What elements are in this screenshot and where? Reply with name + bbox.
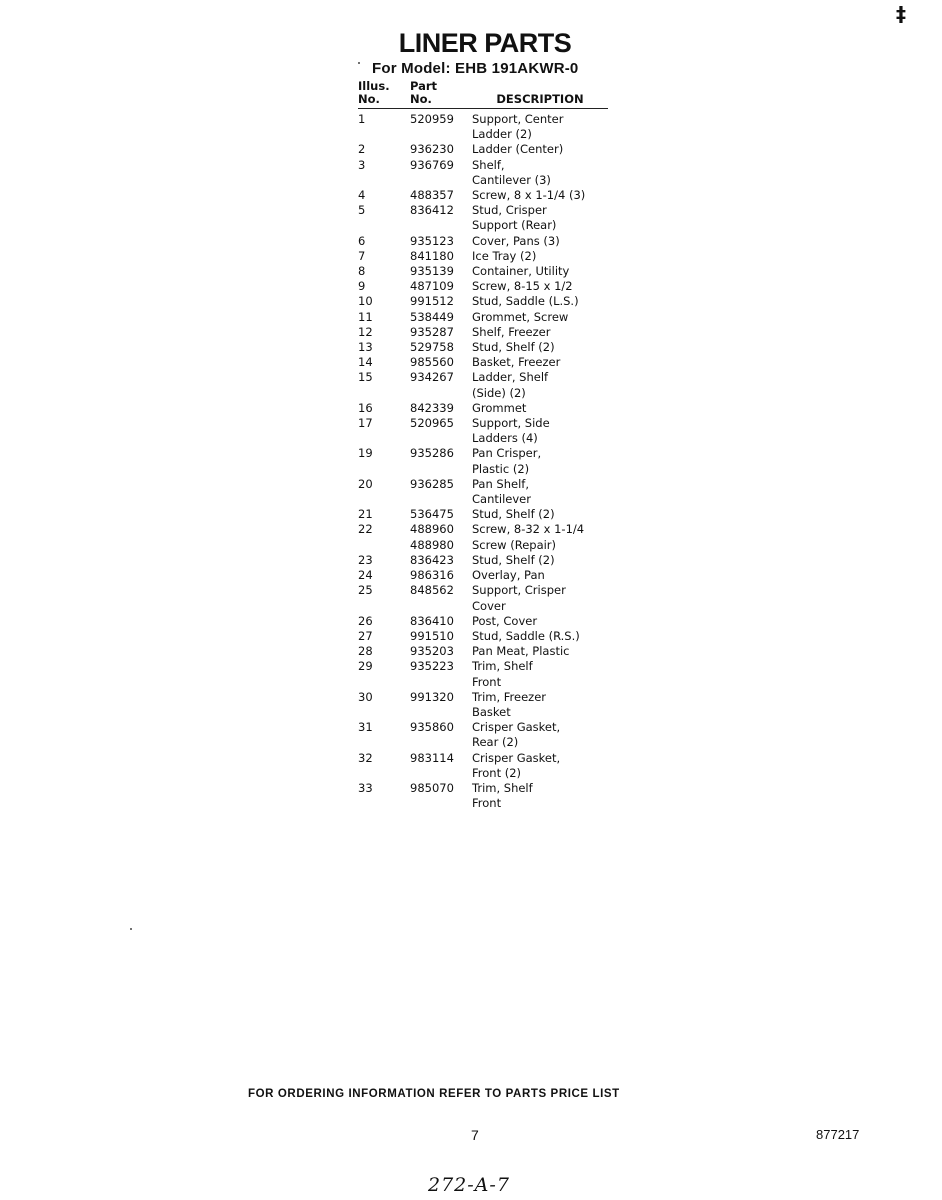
illus-number [358,538,410,553]
part-description [472,325,608,340]
page-number: 7 [471,1127,479,1143]
description-line: Ladder, Shelf [472,370,549,385]
description-line: Trim, Shelf [472,659,533,674]
parts-row [358,188,608,203]
illus-number: 23 [358,552,373,567]
description-line: Stud, Shelf (2) [472,340,555,355]
part-description [472,690,608,720]
part-number: 536475 [410,507,454,522]
part-number: 841180 [410,248,454,263]
part-number: 991512 [410,294,454,309]
parts-row [358,538,608,553]
description-line: Support, Side [472,416,550,431]
parts-row [358,690,608,720]
description-line: Ladders (4) [472,431,538,446]
part-number: 985560 [410,355,454,370]
part-description [472,401,608,416]
description-line: Rear (2) [472,735,519,750]
parts-row [358,507,608,522]
corner-mark: ‡ [896,2,906,26]
parts-row [358,416,608,446]
part-description [472,370,608,400]
description-line: Front [472,674,502,689]
ordering-note: FOR ORDERING INFORMATION REFER TO PARTS PRICE LIST [248,1088,620,1100]
illus-number: 17 [358,416,373,431]
part-number: 935123 [410,233,454,248]
description-line: Support (Rear) [472,218,557,233]
part-description [472,553,608,568]
parts-table [358,80,608,811]
illus-number: 5 [358,203,366,218]
parts-row [358,644,608,659]
part-description [472,629,608,644]
parts-row [358,401,608,416]
header-part-no: No. [410,93,472,109]
description-line: Grommet [472,400,527,415]
part-description [472,188,608,203]
illus-number: 15 [358,370,373,385]
part-description [472,249,608,264]
parts-row [358,751,608,781]
description-line: Cantilever (3) [472,172,551,187]
description-line: Ladder (Center) [472,142,564,157]
part-description [472,477,608,507]
parts-row [358,158,608,188]
part-description [472,234,608,249]
part-description [472,538,608,553]
illus-number: 24 [358,568,373,583]
illus-number: 2 [358,142,366,157]
description-line: Cover, Pans (3) [472,233,560,248]
parts-row [358,294,608,309]
description-line: Overlay, Pan [472,568,545,583]
document-number: 877217 [816,1127,860,1142]
parts-row [358,781,608,811]
part-number: 935286 [410,446,454,461]
illus-number: 25 [358,583,373,598]
description-line: Screw (Repair) [472,537,557,552]
part-description [472,158,608,188]
part-number: 991320 [410,689,454,704]
illus-number: 7 [358,248,366,263]
part-number: 934267 [410,370,454,385]
illus-number: 10 [358,294,373,309]
header-description: DESCRIPTION [472,93,608,109]
description-line: Screw, 8 x 1-1/4 (3) [472,188,586,203]
part-number: 488980 [410,537,454,552]
description-line: Pan Shelf, [472,476,529,491]
illus-number: 28 [358,644,373,659]
part-number: 936230 [410,142,454,157]
description-line: Pan Crisper, [472,446,542,461]
description-line: Front (2) [472,765,522,780]
parts-row [358,446,608,476]
parts-table-body [358,109,608,812]
illus-number: 33 [358,780,373,795]
part-description [472,310,608,325]
description-line: Stud, Shelf (2) [472,552,555,567]
part-number: 985070 [410,780,454,795]
description-line: Stud, Saddle (R.S.) [472,628,580,643]
parts-row [358,340,608,355]
illus-number: 16 [358,400,373,415]
parts-row [358,249,608,264]
parts-row [358,203,608,233]
part-description [472,416,608,446]
parts-row [358,370,608,400]
parts-row [358,279,608,294]
part-description [472,659,608,689]
parts-row [358,234,608,249]
handwritten-note: 272-A-7 [428,1174,510,1196]
description-line: Ice Tray (2) [472,248,537,263]
part-description [472,142,608,157]
part-description [472,264,608,279]
illus-number: 26 [358,613,373,628]
parts-row [358,553,608,568]
part-number: 836410 [410,613,454,628]
header-illus-top: Illus. [358,79,390,93]
illus-number: 12 [358,324,373,339]
parts-row [358,659,608,689]
part-description [472,109,608,143]
parts-row [358,355,608,370]
part-number: 935203 [410,644,454,659]
part-description [472,751,608,781]
parts-row [358,583,608,613]
illus-number: 29 [358,659,373,674]
parts-row [358,629,608,644]
illus-number: 11 [358,309,373,324]
part-description [472,279,608,294]
description-line: Pan Meat, Plastic [472,644,570,659]
model-subtitle: For Model: EHB 191AKWR-0 [372,60,579,77]
illus-number: 27 [358,628,373,643]
part-description [472,446,608,476]
part-number: 529758 [410,340,454,355]
part-description [472,340,608,355]
part-number: 836423 [410,552,454,567]
part-description [472,583,608,613]
part-description [472,568,608,583]
scan-speck [358,62,360,64]
parts-row [358,720,608,750]
part-description [472,644,608,659]
illus-number: 1 [358,112,366,126]
part-number: 991510 [410,628,454,643]
illus-number: 9 [358,279,366,294]
description-line: Crisper Gasket, [472,720,561,735]
description-line: Shelf, [472,157,505,172]
illus-number: 19 [358,446,373,461]
illus-number: 21 [358,507,373,522]
part-number: 986316 [410,568,454,583]
part-number: 836412 [410,203,454,218]
description-line: Screw, 8-15 x 1/2 [472,279,573,294]
part-description [472,203,608,233]
part-number: 520965 [410,416,454,431]
part-number: 935139 [410,264,454,279]
part-number: 983114 [410,750,454,765]
description-line: Shelf, Freezer [472,324,551,339]
description-line: Support, Crisper [472,583,566,598]
header-illus-no: No. [358,93,410,109]
description-line: Cantilever [472,492,531,507]
description-line: Stud, Saddle (L.S.) [472,294,579,309]
part-description [472,522,608,537]
parts-row [358,264,608,279]
part-number: 488357 [410,188,454,203]
parts-row [358,522,608,537]
parts-row [358,568,608,583]
part-number: 842339 [410,400,454,415]
description-line: Plastic (2) [472,461,530,476]
part-number: 488960 [410,522,454,537]
part-description [472,614,608,629]
page-title: LINER PARTS [398,28,572,58]
part-number: 848562 [410,583,454,598]
illus-number: 6 [358,233,366,248]
part-description [472,294,608,309]
description-line: Stud, Crisper [472,203,547,218]
illus-number: 4 [358,188,366,203]
description-line: Grommet, Screw [472,309,569,324]
description-line: Front [472,796,502,811]
part-description [472,355,608,370]
part-number: 935223 [410,659,454,674]
illus-number: 3 [358,157,366,172]
description-line: Container, Utility [472,264,570,279]
part-number: 935860 [410,720,454,735]
description-line: Cover [472,598,506,613]
header-part-top: Part [410,79,438,93]
illus-number: 13 [358,340,373,355]
parts-row [358,142,608,157]
illus-number: 22 [358,522,373,537]
description-line: Support, Center [472,112,564,126]
parts-row [358,614,608,629]
illus-number: 31 [358,720,373,735]
part-number: 936769 [410,157,454,172]
part-number: 487109 [410,279,454,294]
description-line: Ladder (2) [472,127,532,142]
parts-row [358,477,608,507]
illus-number: 32 [358,750,373,765]
part-number: 936285 [410,476,454,491]
part-number: 520959 [410,112,454,126]
part-number: 935287 [410,324,454,339]
description-line: Basket [472,704,511,719]
description-line: Post, Cover [472,613,538,628]
scan-speck [130,928,132,930]
parts-table-header [358,80,608,109]
description-line: Trim, Freezer [472,689,547,704]
description-line: Stud, Shelf (2) [472,507,555,522]
illus-number: 8 [358,264,366,279]
parts-row [358,310,608,325]
illus-number: 30 [358,689,373,704]
parts-row [358,325,608,340]
parts-row [358,109,608,143]
part-description [472,507,608,522]
part-description [472,781,608,811]
illus-number: 14 [358,355,373,370]
description-line: Trim, Shelf [472,780,533,795]
description-line: Screw, 8-32 x 1-1/4 [472,522,585,537]
part-description [472,720,608,750]
description-line: Basket, Freezer [472,355,561,370]
illus-number: 20 [358,476,373,491]
description-line: (Side) (2) [472,385,526,400]
description-line: Crisper Gasket, [472,750,561,765]
part-number: 538449 [410,309,454,324]
